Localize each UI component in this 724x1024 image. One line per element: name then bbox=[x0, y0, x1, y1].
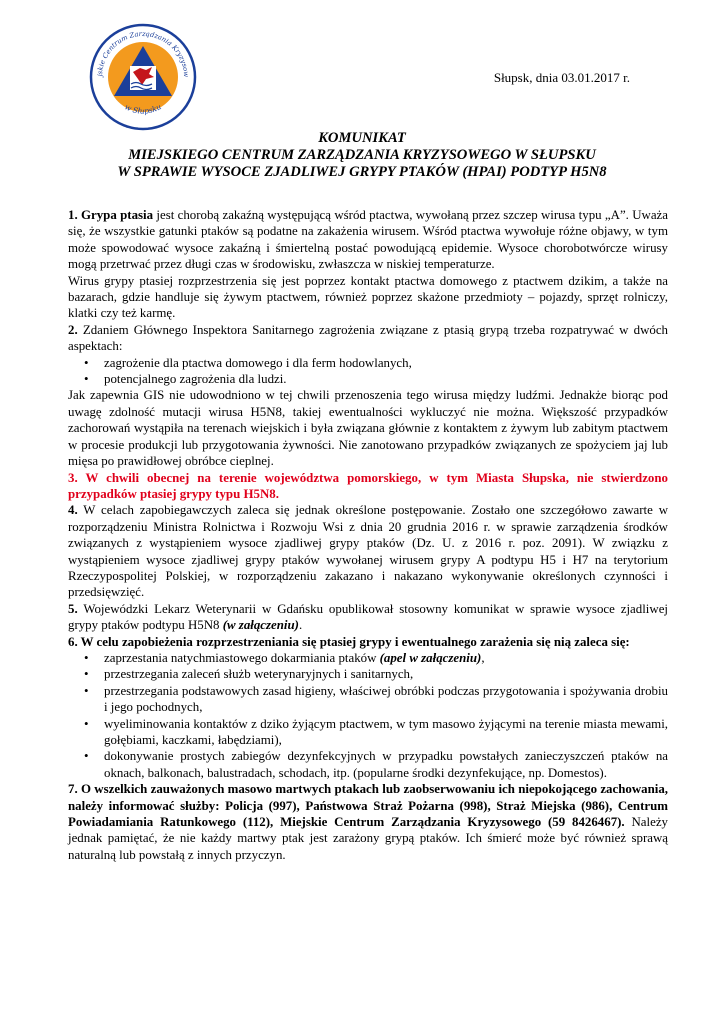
section-2-lead: 2. bbox=[68, 322, 78, 337]
section-7-lead: 7. O wszelkich zauważonych masowo martwych ptakach lub zaobserwowaniu ich niepokojącego zachowania, należy informować służby: Policja (997), Państwowa Straż Pożarna (998), Straż Miejska (986), Centrum Powiadamiania Ratunkowego (112), Miejskie Centrum Zarządzania Kryzysowego (59 8426467). bbox=[68, 782, 668, 830]
list-item-text: zaprzestania natychmiastowego dokarmiania ptaków bbox=[104, 650, 380, 665]
document-title bbox=[60, 130, 664, 181]
section-6-lead: 6. W celu zapobieżenia rozprzestrzeniania się ptasiej grypy i ewentualnego zarażenia się nią zaleca się: bbox=[68, 634, 630, 649]
section-2-text: Zdaniem Głównego Inspektora Sanitarnego zagrożenia związane z ptasią grypą trzeba rozpatrywać w dwóch aspektach: bbox=[68, 322, 668, 354]
section-2-paragraph-2: Jak zapewnia GIS nie udowodniono w tej chwili przenoszenia tego wirusa między ludźmi. Jednakże biorąc pod uwagę zdolność mutacji wirusa H5N8, takiej ewentualności wykluczyć nie można. Większość przypadków zachorowań wystąpiła na terenach wiejskich i była związana głównie z kontaktem z żywym lub zabitym ptactwem w procesie produkcji lub przygotowania żywności. Nie zanotowano przypadków związanych ze spożyciem jaj lub mięsa po prawidłowej obróbce cieplnej. bbox=[68, 388, 668, 469]
logo-top-lettering: jskie Centrum Zarządzania Kryzysow bbox=[95, 29, 191, 78]
section-5-text: Wojewódzki Lekarz Weterynarii w Gdańsku opublikował stosowny komunikat w sprawie wysoce zjadliwej grypy ptaków podtypu H5N8 bbox=[68, 601, 668, 633]
section-5 bbox=[68, 601, 668, 634]
section-3-alert: 3. W chwili obecnej na terenie województwa pomorskiego, w tym Miasta Słupska, nie stwierdzono przypadków ptasiej grypy typu H5N8. bbox=[68, 470, 668, 501]
logo-bottom-lettering: w Słupsku bbox=[123, 102, 163, 116]
section-2-list bbox=[68, 355, 668, 388]
list-item: • zagrożenie dla ptactwa domowego i dla ferm hodowlanych, bbox=[68, 355, 668, 371]
attachment-note: (w załączeniu) bbox=[222, 618, 299, 633]
list-item: • potencjalnego zagrożenia dla ludzi. bbox=[68, 371, 668, 387]
section-1 bbox=[68, 207, 668, 273]
document-date: Słupsk, dnia 03.01.2017 r. bbox=[493, 70, 630, 85]
section-6 bbox=[68, 634, 668, 650]
list-item: • przestrzegania zaleceń służb weterynaryjnych i sanitarnych, bbox=[68, 666, 668, 682]
section-1-lead: 1. Grypa ptasia bbox=[68, 208, 154, 222]
list-item: • przestrzegania podstawowych zasad higieny, właściwej obróbki podczas przygotowania i spożywania drobiu i jego pochodnych, bbox=[68, 683, 668, 716]
title-line-2: MIEJSKIEGO CENTRUM ZARZĄDZANIA KRYZYSOWEGO W SŁUPSKU bbox=[128, 147, 596, 163]
title-line-3: W SPRAWIE WYSOCE ZJADLIWEJ GRYPY PTAKÓW (HPAI) PODTYP H5N8 bbox=[117, 164, 607, 180]
title-line-1: KOMUNIKAT bbox=[318, 130, 406, 146]
mczk-logo bbox=[88, 22, 198, 132]
section-6-list bbox=[68, 650, 668, 781]
document-body bbox=[68, 207, 668, 863]
section-1-text: jest chorobą zakaźną występującą wśród ptactwa, wywołaną przez szczep wirusa typu „A”. Uważa się, że wszystkie gatunki ptaków są podatne na zakażenia wirusem. Wśród ptactwa wywołuje różne objawy, w tym może spowodować wysoce zakaźną i śmiertelną postać powodującą epidemie. Wysoce chorobotwórcze wirusy mogą przetrwać przez długi czas w środowisku, zwłaszcza w niskiej temperaturze. bbox=[68, 208, 668, 272]
seal-emblem-icon bbox=[88, 22, 198, 132]
section-4-lead: 4. bbox=[68, 503, 78, 518]
list-item-end: , bbox=[481, 650, 485, 665]
list-item bbox=[68, 650, 668, 666]
section-5-lead: 5. bbox=[68, 601, 78, 616]
section-1-paragraph-2: Wirus grypy ptasiej rozprzestrzenia się jest poprzez kontakt ptactwa domowego z ptactwem dzikim, a także na bazarach, gdzie handluje się żywym ptactwem, również poprzez skażone przedmioty – pojazdy, sprzęt rolniczy, klatki czy też karmę. bbox=[68, 273, 668, 321]
section-7 bbox=[68, 781, 668, 863]
appeal-note: (apel w załączeniu) bbox=[379, 650, 482, 665]
section-4-text: W celach zapobiegawczych zaleca się jednak określone postępowanie. Zostało one szczegółowo zawarte w rozporządzeniu Ministra Rolnictwa i Rozwoju Wsi z dnia 20 grudnia 2016 r. w sprawie zarządzenia środków związanych z wystąpieniem wysoce zjadliwej grypy ptaków (Dz. U. z 2016 r. poz. 2091). W związku z wystąpieniem wysoce zjadliwej grypy ptaków wywołanej wirusem grypy A podtypu H5 i H7 na terytorium Rzeczypospolitej Polskiej, w rozporządzeniu zakazano i nakazano wykonywanie określonych czynności i przedsięwzięć. bbox=[68, 503, 668, 600]
section-4 bbox=[68, 502, 668, 600]
section-7-text: Należy jednak pamiętać, że nie każdy martwy ptak jest zarażony grypą ptaków. Ich śmierć może być również sprawą naturalną lub powstałą z innych przyczyn. bbox=[68, 815, 668, 862]
list-item: • wyeliminowania kontaktów z dziko żyjącym ptactwem, w tym masowo żyjącymi na terenie miasta mewami, gołębiami, kaczkami, łabędziami), bbox=[68, 716, 668, 749]
section-2 bbox=[68, 322, 668, 355]
section-5-end: . bbox=[298, 618, 303, 633]
list-item: • dokonywanie prostych zabiegów dezynfekcyjnych w przypadku powstałych zanieczyszczeń ptaków na oknach, balkonach, balustradach, schodach, itp. (popularne środki dezynfekujące, np. Domestos). bbox=[68, 748, 668, 781]
